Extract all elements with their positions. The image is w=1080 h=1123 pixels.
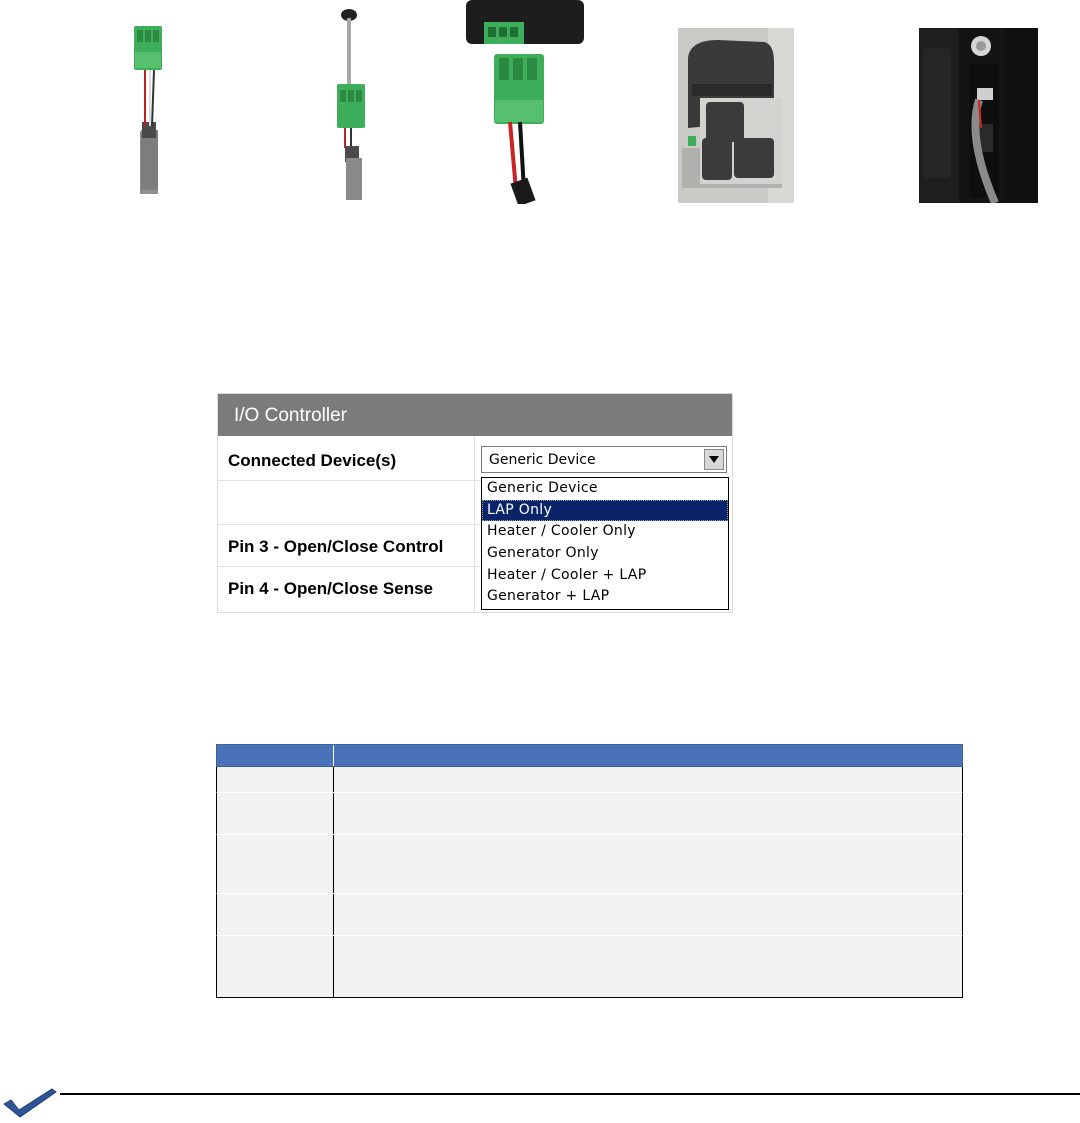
- row-divider: [218, 524, 480, 525]
- table-row: [216, 793, 963, 835]
- device-panel-photo: [919, 28, 1038, 203]
- outlet-box-photo: [678, 28, 794, 203]
- screwdriver-connector-photo: [333, 8, 369, 200]
- table-row: [216, 936, 963, 998]
- note-divider-line: [60, 1093, 1080, 1095]
- pin3-label: Pin 3 - Open/Close Control: [228, 537, 444, 556]
- option-generator-lap[interactable]: Generator + LAP: [487, 588, 610, 605]
- io-controller-title: I/O Controller: [218, 394, 732, 436]
- select-value: Generic Device: [489, 452, 596, 468]
- connector-plugin-photo: [466, 0, 584, 204]
- option-lap-only[interactable]: LAP Only: [482, 500, 728, 522]
- table-cell-divider: [333, 894, 334, 935]
- option-heater-cooler-only[interactable]: Heater / Cooler Only: [487, 523, 636, 540]
- io-controller-panel: [217, 393, 733, 613]
- table-header-cell: [333, 745, 334, 766]
- checkmark-icon: [2, 1088, 58, 1118]
- table-row: [216, 835, 963, 894]
- option-heater-cooler-lap[interactable]: Heater / Cooler + LAP: [487, 566, 647, 583]
- option-generator-only[interactable]: Generator Only: [487, 545, 599, 562]
- connector-cable-photo: [128, 22, 170, 194]
- table-cell-divider: [333, 936, 334, 997]
- row-divider: [218, 480, 480, 481]
- table-cell-divider: [333, 793, 334, 834]
- device-dropdown-list: [481, 477, 729, 610]
- row-divider: [218, 566, 480, 567]
- triangle-down-icon[interactable]: [704, 449, 724, 470]
- connected-device-select[interactable]: [481, 446, 727, 473]
- option-generic-device[interactable]: Generic Device: [487, 480, 598, 496]
- pin4-label: Pin 4 - Open/Close Sense: [228, 579, 434, 598]
- table-row: [216, 894, 963, 936]
- table-cell-divider: [333, 835, 334, 893]
- data-table: [216, 744, 963, 998]
- connected-devices-label: Connected Device(s): [228, 451, 397, 470]
- table-row: [216, 767, 963, 793]
- table-header-row: [216, 744, 963, 767]
- table-cell-divider: [333, 767, 334, 792]
